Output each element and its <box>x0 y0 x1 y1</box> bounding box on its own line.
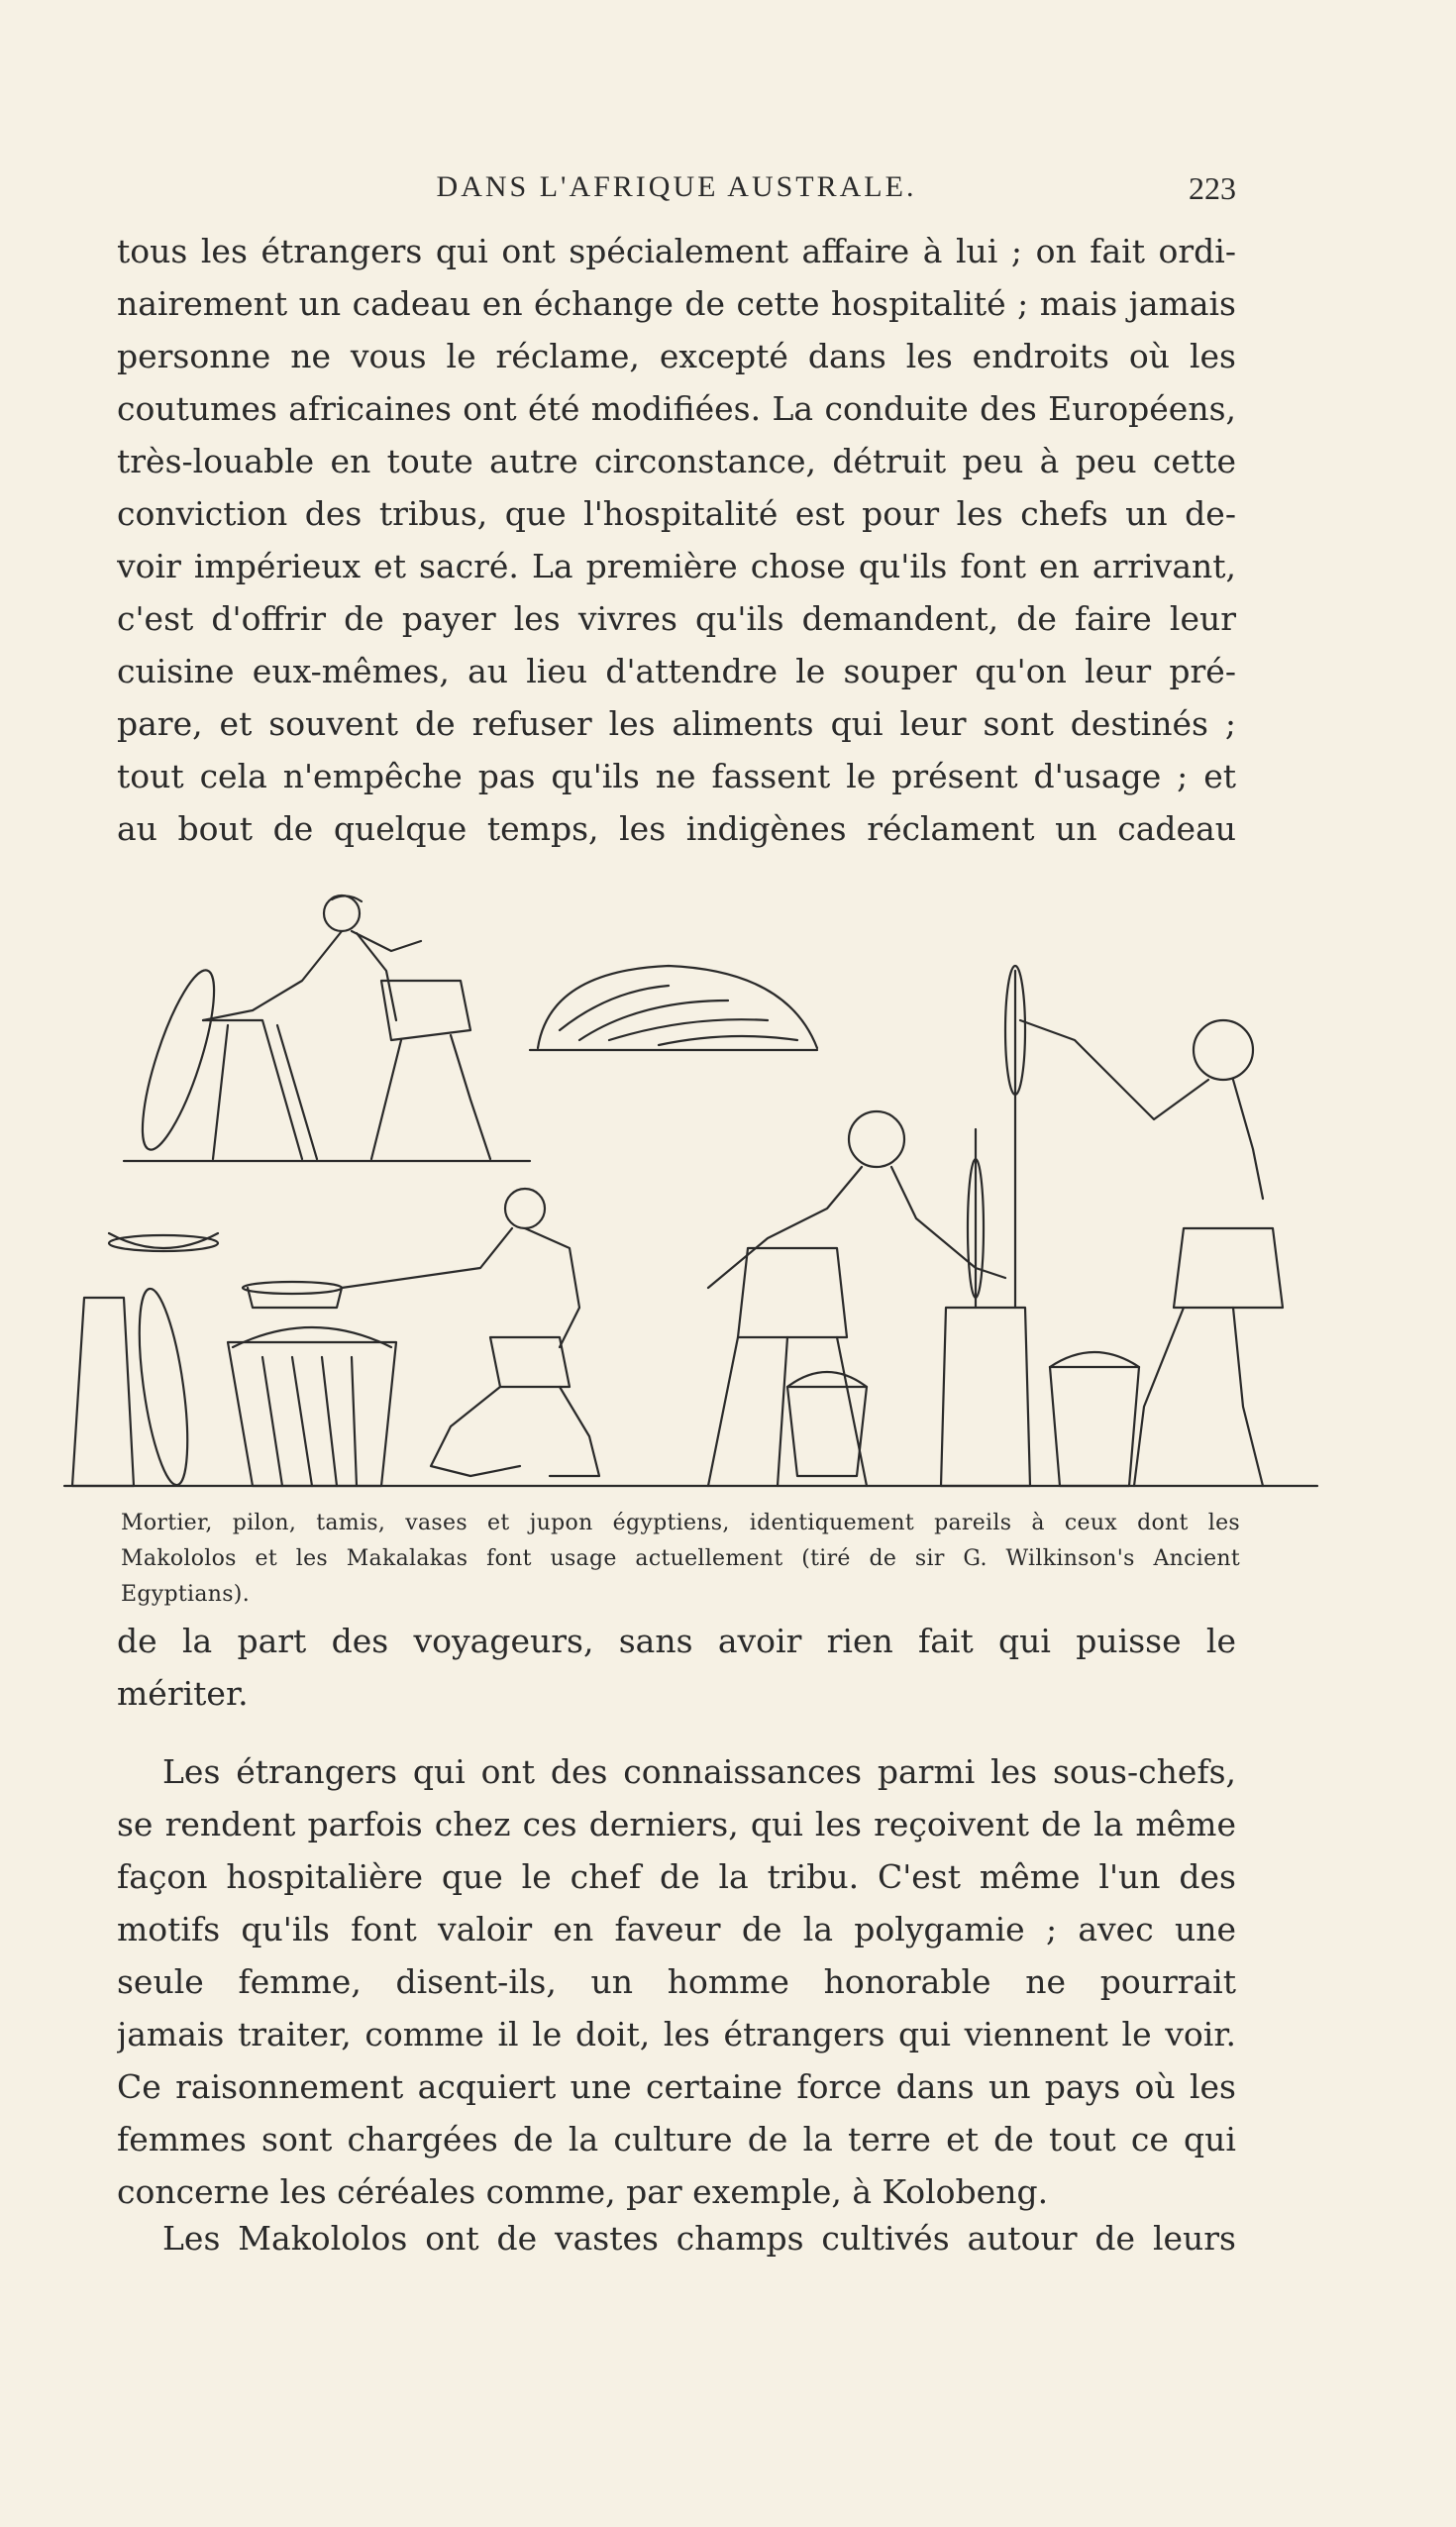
paragraph-3 <box>117 1745 1236 2218</box>
figure-caption <box>121 1506 1240 1613</box>
text-line: façon hospitalière que le chef de la tribu. C'est même l'un des <box>117 1857 1236 1896</box>
caption-line: Mortier, pilon, tamis, vases et jupon égyptiens, identiquement pareils à ceux dont les <box>121 1511 1240 1535</box>
text-line: femmes sont chargées de la culture de la terre et de tout ce qui <box>117 2120 1236 2158</box>
text-line: mériter. <box>117 1674 249 1713</box>
text-line: motifs qu'ils font valoir en faveur de la polygamie ; avec une <box>117 1910 1236 1948</box>
page-number: 223 <box>1189 170 1236 206</box>
text-line: Ce raisonnement acquiert une certaine force dans un pays où les <box>117 2067 1236 2106</box>
text-line: jamais traiter, comme il le doit, les étrangers qui viennent le voir. <box>117 2015 1236 2053</box>
running-title: DANS L'AFRIQUE AUSTRALE. <box>436 170 917 203</box>
text-line: cuisine eux-mêmes, au lieu d'attendre le souper qu'on leur pré- <box>117 652 1236 690</box>
bread-dome <box>538 966 817 1048</box>
text-line: de la part des voyageurs, sans avoir rien fait qui puisse le <box>117 1622 1236 1660</box>
page-header <box>117 170 1236 210</box>
paragraph-1 <box>117 225 1236 855</box>
illustration-drawing <box>54 872 1322 1496</box>
text-line: pare, et souvent de refuser les aliments qui leur sont destinés ; <box>117 704 1236 743</box>
paragraph-2 <box>117 1615 1236 1720</box>
pestle-figure-left <box>708 1111 1005 1486</box>
text-line: coutumes africaines ont été modifiées. La conduite des Européens, <box>117 389 1236 428</box>
pestle-figure-right <box>1020 1020 1283 1486</box>
text-line: seule femme, disent-ils, un homme honorable ne pourrait <box>117 1962 1236 2001</box>
text-line: se rendent parfois chez ces derniers, qui les reçoivent de la même <box>117 1805 1236 1843</box>
text-line: voir impérieux et sacré. La première chose qu'ils font en arrivant, <box>117 547 1236 585</box>
text-line: nairement un cadeau en échange de cette hospitalité ; mais jamais <box>117 284 1236 323</box>
text-line: très-louable en toute autre circonstance, détruit peu à peu cette <box>117 442 1236 480</box>
left-jar <box>72 1286 197 1488</box>
text-line: tous les étrangers qui ont spécialement affaire à lui ; on fait ordi- <box>117 232 1236 270</box>
paragraph-4 <box>117 2212 1236 2264</box>
grinding-figure <box>129 895 490 1159</box>
caption-line: Egyptians). <box>121 1582 250 1607</box>
text-line: personne ne vous le réclame, excepté dans les endroits où les <box>117 337 1236 375</box>
text-line: tout cela n'empêche pas qu'ils ne fassent le présent d'usage ; et <box>117 757 1236 795</box>
text-line: conviction des tribus, que l'hospitalité est pour les chefs un de- <box>117 494 1236 533</box>
right-basket <box>1050 1352 1139 1486</box>
kneeling-sieve-figure <box>109 1189 599 1486</box>
text-line: c'est d'offrir de payer les vivres qu'ils demandent, de faire leur <box>117 599 1236 638</box>
text-line: au bout de quelque temps, les indigènes réclament un cadeau <box>117 809 1236 848</box>
mortar <box>941 966 1030 1486</box>
text-line: Les Makololos ont de vastes champs cultivés autour de leurs <box>162 2219 1236 2258</box>
caption-line: Makololos et les Makalakas font usage actuellement (tiré de sir G. Wilkinson's Ancient <box>121 1546 1240 1571</box>
egyptian-illustration <box>54 872 1322 1496</box>
text-line: concerne les céréales comme, par exemple, à Kolobeng. <box>117 2172 1049 2211</box>
text-line: Les étrangers qui ont des connaissances parmi les sous-chefs, <box>162 1752 1236 1791</box>
